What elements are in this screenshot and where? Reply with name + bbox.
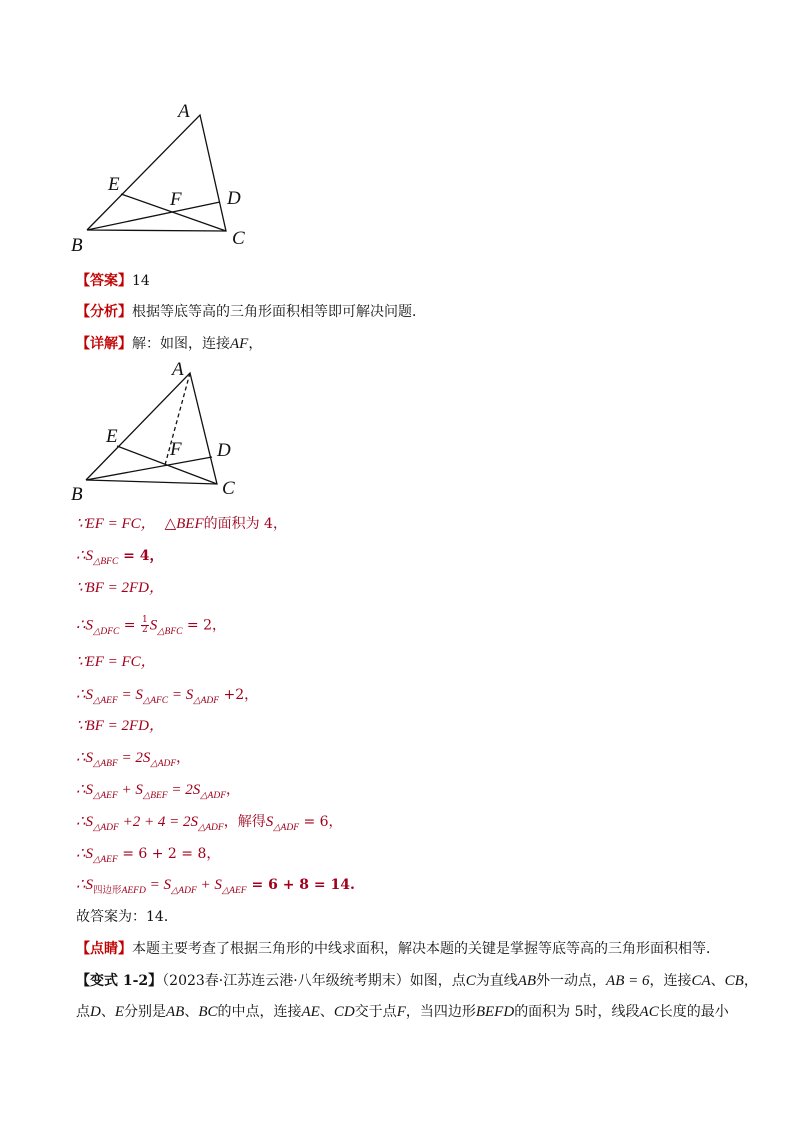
step-12-rest: = 6 + 8 = 14. — [246, 877, 355, 893]
variant-tag: 【变式 1-2】 — [76, 973, 163, 989]
step-10-pre: ∴S — [76, 814, 94, 830]
analysis-tag: 【分析】 — [76, 304, 132, 320]
variant-l1-e: ， — [743, 973, 758, 989]
variant-l1-cb: CB — [724, 973, 744, 989]
detail-var: AF — [230, 336, 249, 352]
label-d-2: D — [217, 440, 231, 461]
step-8-mid: = 2S — [117, 750, 151, 766]
analysis-line — [76, 303, 426, 321]
variant-l2-bc: BC — [198, 1004, 218, 1020]
label-d: D — [227, 188, 241, 209]
step-10-s: S — [265, 814, 274, 830]
step-4-eq: = — [119, 617, 140, 634]
answer-tag: 【答案】 — [76, 273, 132, 289]
step-12-mid2: + S — [196, 877, 222, 893]
variant-l2-ae: AE — [301, 1004, 320, 1020]
step-9-rest: ， — [226, 782, 241, 798]
step-8-sub1: △ABF — [93, 759, 118, 769]
step-9-pre: ∴S — [76, 782, 94, 798]
step-5-text: ∵EF = FC， — [76, 654, 156, 670]
variant-l2-ee: 的中点，连接 — [217, 1004, 302, 1020]
step-6-rest: +2， — [219, 687, 259, 703]
label-e-2: E — [106, 426, 118, 447]
triangle-figure-2 — [62, 358, 262, 512]
label-b: B — [71, 235, 83, 256]
variant-l2-b: 、 — [100, 1004, 115, 1020]
variant-l2-i: 的面积为 5时，线段 — [514, 1004, 640, 1020]
variant-l1-ab: AB — [517, 973, 537, 989]
step-9-sub1: △AEF — [93, 791, 118, 801]
step-6 — [76, 686, 258, 706]
variant-line-1 — [76, 972, 758, 990]
triangle-abc — [87, 115, 226, 231]
step-8-pre: ∴S — [76, 750, 94, 766]
step-4 — [76, 616, 226, 637]
variant-l1-ca: CA — [691, 973, 711, 989]
step-4-sub2: △BFC — [157, 626, 183, 637]
detail-tag: 【详解】 — [76, 336, 132, 352]
step-11-pre: ∴S — [76, 846, 94, 862]
step-11-rest: = 6 + 2 = 8， — [117, 846, 221, 862]
step-8-sub2: △ADF — [150, 759, 177, 769]
segment-bd — [87, 202, 220, 230]
triangle-figure-1 — [60, 95, 260, 269]
step-7-text: ∵BF = 2FD， — [76, 718, 164, 734]
step-12-mid: = S — [145, 877, 171, 893]
fraction-one-half — [141, 616, 149, 635]
answer-value: 14 — [132, 273, 150, 289]
step-8-rest: ， — [176, 750, 191, 766]
step-2-sub: △BFC — [93, 557, 119, 567]
label-f-2: F — [170, 439, 182, 460]
step-6-sub1: △AEF — [93, 696, 118, 706]
step-5 — [76, 653, 156, 671]
variant-l1-c: C — [465, 973, 476, 989]
variant-l1-b: 为直线 — [475, 973, 518, 989]
variant-line-2 — [76, 1003, 729, 1021]
label-a-2: A — [172, 359, 184, 380]
step-10-sub2: △ADF — [197, 823, 224, 833]
step-1-a: ∵EF = FC， — [76, 516, 156, 532]
variant-l2-f: 、 — [319, 1004, 334, 1020]
variant-l1-cc: 外一动点， — [536, 973, 607, 989]
comment-line — [76, 940, 720, 958]
step-12 — [76, 876, 355, 896]
step-11 — [76, 845, 220, 865]
step-12-subcn: 四边形 — [93, 885, 122, 896]
variant-l2-d: D — [90, 1004, 101, 1020]
label-a: A — [178, 101, 190, 122]
variant-l2-g: 交于点 — [354, 1004, 397, 1020]
step-2-rest: = 4， — [118, 548, 164, 564]
variant-l2-e: E — [114, 1004, 125, 1020]
step-1-c: 的面积为 4， — [203, 516, 287, 532]
comment-text: 本题主要考查了根据三角形的中线求面积，解决本题的关键是掌握等底等高的三角形面积相等． — [132, 941, 720, 957]
step-11-sub: △AEF — [93, 855, 118, 865]
variant-l1-eq: AB = 6 — [606, 973, 650, 989]
step-4-pre: ∴S — [76, 617, 94, 634]
label-c-2: C — [222, 478, 235, 499]
variant-l2-j: 长度的最小 — [658, 1004, 729, 1020]
step-3 — [76, 579, 164, 597]
step-6-sub2: △AFC — [142, 696, 169, 706]
step-10-cn: ，解得 — [223, 814, 266, 830]
label-f: F — [170, 189, 182, 210]
step-10-sub1: △ADF — [93, 823, 119, 833]
step-9-mid1: + S — [117, 782, 143, 798]
step-6-sub3: △ADF — [193, 696, 220, 706]
variant-l2-ac: AC — [639, 1004, 659, 1020]
step-12-sub2: △ADF — [170, 886, 197, 896]
variant-l1-a: （2023春·江苏连云港·八年级统考期末）如图，点 — [162, 973, 466, 989]
fraction-numerator: 1 — [142, 615, 148, 625]
step-10-rest: = 6， — [299, 814, 343, 830]
step-10-mid: +2 + 4 = 2S — [118, 814, 198, 830]
analysis-text: 根据等底等高的三角形面积相等即可解决问题． — [132, 304, 426, 320]
triangle-diagram-2 — [62, 358, 262, 508]
variant-l2-dd: 、 — [184, 1004, 199, 1020]
variant-l1-sep: 、 — [710, 973, 725, 989]
step-6-mid1: = S — [117, 687, 143, 703]
variant-l2-ab: AB — [166, 1004, 185, 1020]
step-12-pre: ∴S — [76, 877, 94, 893]
detail-end: ， — [248, 336, 263, 352]
step-4-sub1: △DFC — [93, 626, 120, 637]
step-12-sub3: △AEF — [221, 886, 247, 896]
variant-l2-h: ，当四边形 — [405, 1004, 476, 1020]
step-1-b: △BEF — [164, 516, 204, 532]
variant-l2-c: 分别是 — [124, 1004, 167, 1020]
step-9-mid2: = 2S — [167, 782, 201, 798]
detail-line — [76, 335, 262, 353]
label-c: C — [232, 228, 245, 249]
conclusion-line: 故答案为：14． — [76, 909, 178, 925]
step-4-rest: = 2， — [182, 617, 227, 634]
triangle-diagram-1 — [60, 95, 260, 265]
variant-l2-ff: F — [396, 1004, 406, 1020]
fraction-denominator: 2 — [142, 625, 148, 635]
step-2-pre: ∴S — [76, 548, 94, 564]
step-10-sub3: △ADF — [273, 823, 300, 833]
step-9-sub2: △BEF — [142, 791, 168, 801]
step-4-s: S — [149, 617, 158, 634]
comment-tag: 【点睛】 — [76, 941, 132, 957]
detail-text: 解：如图，连接 — [132, 336, 230, 352]
step-6-mid2: = S — [168, 687, 194, 703]
variant-l2-a: 点 — [76, 1004, 90, 1020]
step-10 — [76, 813, 343, 833]
step-12-subvar: AEFD — [121, 886, 146, 896]
step-7 — [76, 717, 164, 735]
step-9-sub3: △ADF — [200, 791, 227, 801]
label-b-2: B — [71, 484, 83, 505]
step-9 — [76, 781, 240, 801]
answer-line — [76, 272, 150, 290]
step-3-text: ∵BF = 2FD， — [76, 580, 164, 596]
variant-l2-befd: BEFD — [475, 1004, 515, 1020]
step-2 — [76, 547, 164, 567]
step-1 — [76, 515, 287, 533]
step-6-pre: ∴S — [76, 687, 94, 703]
variant-l2-cd: CD — [333, 1004, 355, 1020]
variant-l1-d: ，连接 — [649, 973, 692, 989]
label-e: E — [108, 174, 120, 195]
step-8 — [76, 749, 190, 769]
